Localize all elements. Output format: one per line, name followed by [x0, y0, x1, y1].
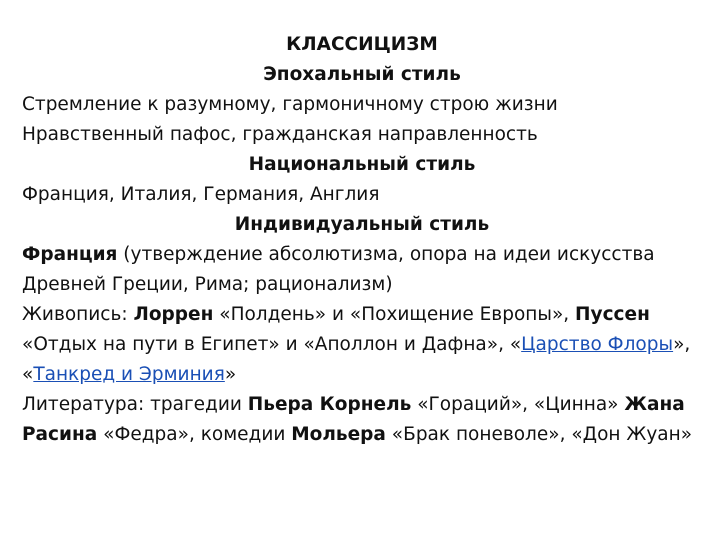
literature-paragraph — [22, 390, 702, 450]
racine-works: «Федра», комедии — [97, 424, 292, 445]
moliere-works: «Брак поневоле», «Дон Жуан» — [385, 424, 693, 445]
epochal-line-2: Нравственный пафос, гражданская направленность — [22, 124, 538, 145]
painting-label: Живопись: — [22, 304, 134, 325]
lorrain-works: «Полдень» и «Похищение Европы», — [213, 304, 576, 325]
france-label: Франция — [22, 244, 118, 265]
artist-poussin: Пуссен — [575, 304, 650, 325]
national-style-heading: Национальный стиль — [248, 154, 476, 175]
link-kingdom-of-flora[interactable]: Царство Флоры — [521, 334, 674, 355]
author-moliere: Мольера — [291, 424, 386, 445]
works-separator: », « — [22, 334, 691, 385]
france-description: (утверждение абсолютизма, опора на идеи искусства Древней Греции, Рима; рационализм) — [22, 244, 655, 295]
epochal-style-heading: Эпохальный стиль — [263, 64, 461, 85]
link-tancred-and-erminia[interactable]: Танкред и Эрминия — [33, 364, 225, 385]
painting-paragraph — [22, 300, 702, 390]
slide-content — [22, 30, 702, 450]
corneille-works: «Гораций», «Цинна» — [411, 394, 625, 415]
poussin-works: «Отдых на пути в Египет» и «Аполлон и Дафна», « — [22, 334, 522, 355]
author-corneille: Пьера Корнель — [247, 394, 412, 415]
france-paragraph — [22, 240, 702, 300]
literature-label: Литература: трагедии — [22, 394, 248, 415]
individual-style-heading: Индивидуальный стиль — [234, 214, 490, 235]
epochal-line-1: Стремление к разумному, гармоничному строю жизни — [22, 94, 558, 115]
author-racine: Жана Расина — [22, 394, 685, 445]
artist-lorrain: Лоррен — [133, 304, 214, 325]
page-title: КЛАССИЦИЗМ — [286, 34, 438, 55]
works-end: » — [224, 364, 237, 385]
national-countries: Франция, Италия, Германия, Англия — [22, 184, 380, 205]
